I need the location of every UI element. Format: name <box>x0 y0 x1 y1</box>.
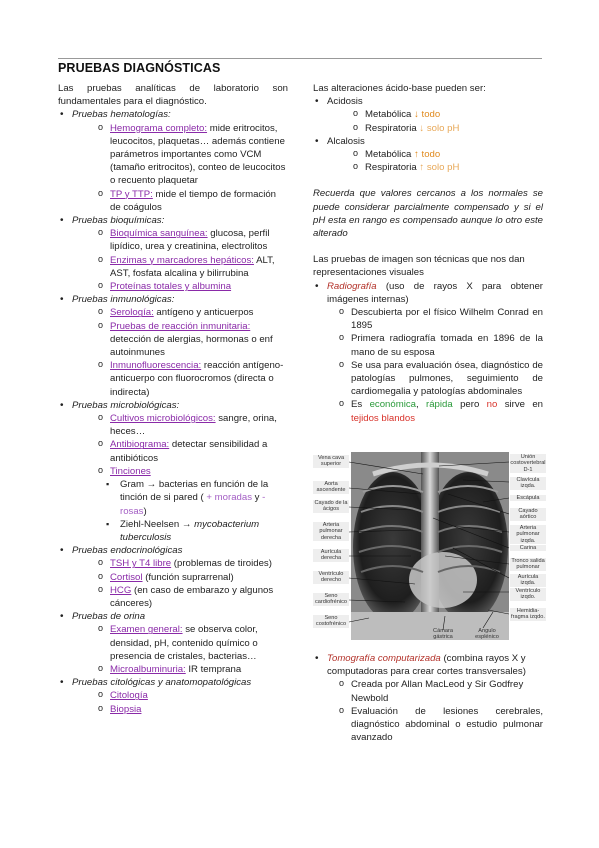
list-item <box>337 306 543 332</box>
list-item <box>96 412 288 438</box>
list-item <box>96 623 288 663</box>
item-text: (uso de rayos X para obtener imágenes internas) <box>327 280 543 305</box>
xray-label: Cayado aórtico <box>510 508 546 521</box>
item-text: Respiratoria <box>365 162 420 174</box>
list-item <box>58 610 288 676</box>
xray-label: Hemidia-fragma izqdo. <box>511 608 545 621</box>
item-text: ) <box>143 505 147 517</box>
section-heading: Pruebas inmunológicas: <box>72 294 175 306</box>
xray-label: Arteria pulmonar derecha <box>313 522 349 541</box>
item-text: ↑ solo pH <box>419 162 460 174</box>
xray-label: Seno cardiofrénico <box>314 593 348 606</box>
item-text: ALT, AST, fosfata alcalina y bilirrubina <box>110 254 275 279</box>
item-text: rápida <box>426 399 453 411</box>
list-item <box>351 108 543 121</box>
list-item <box>337 398 543 424</box>
page-title: PRUEBAS DIAGNÓSTICAS <box>58 61 221 75</box>
list-item <box>96 227 288 253</box>
link-biopsia[interactable]: Biopsia <box>110 703 142 715</box>
list-item <box>96 280 288 293</box>
item-text: Alcalosis <box>327 135 365 147</box>
chest-xray-figure <box>313 452 546 640</box>
item-text: económica <box>369 399 416 411</box>
item-text: reacción antígeno-anticuerpo con fluorocromos (directa o indirecta) <box>110 360 284 398</box>
link-reaccion-inmunitaria[interactable]: Pruebas de reacción inmunitaria: <box>110 320 251 332</box>
list-item <box>96 703 288 716</box>
list-item <box>351 161 543 174</box>
section-heading: Pruebas hematologías: <box>72 109 171 121</box>
section-heading: Pruebas citológicas y anatomopatológicas <box>72 677 252 689</box>
intro-paragraph: Las pruebas analíticas de laboratorio son fundamentales para el diagnóstico. <box>58 83 288 108</box>
link-proteinas[interactable]: Proteínas totales y albumina <box>110 281 232 293</box>
item-text: Primera radiografía tomada en 1896 de la mano de su esposa <box>351 333 543 358</box>
list-item <box>58 676 288 716</box>
link-cortisol[interactable]: Cortisol <box>110 571 143 583</box>
list-item <box>58 293 288 399</box>
list-item <box>96 465 288 478</box>
xray-label: Aurícula izqda. <box>510 574 546 587</box>
item-text: , <box>415 399 427 411</box>
list-item <box>337 359 543 399</box>
link-inmunofluorescencia[interactable]: Inmunofluorescencia: <box>110 360 202 372</box>
item-text: Creada por Allan MacLeod y Sir Godfrey Newbold <box>351 679 524 704</box>
item-text: detección de alergias, hormonas o enf autoinmunes <box>110 333 273 359</box>
list-item <box>337 678 543 704</box>
link-cultivos[interactable]: Cultivos microbiológicos: <box>110 413 216 425</box>
list-item <box>106 478 288 518</box>
item-text: pero <box>452 399 487 411</box>
list-item <box>96 663 288 676</box>
item-text: se observa color, densidad, pH, contenido químico o presencia de cristales, bacterias… <box>110 624 258 662</box>
list-item <box>313 652 543 744</box>
item-text: antígeno y anticuerpos <box>153 307 254 319</box>
item-text: Metabólica <box>365 109 415 121</box>
list-item <box>96 584 288 610</box>
list-item <box>96 571 288 584</box>
list-item <box>58 108 288 214</box>
item-text: Metabólica <box>365 149 415 161</box>
left-column <box>58 82 288 716</box>
list-item <box>96 122 288 188</box>
item-text: sangre, orina, heces… <box>110 413 277 438</box>
item-text: Ziehl-Neelsen → <box>120 518 195 530</box>
radiography-list <box>313 280 543 425</box>
list-item <box>96 306 288 319</box>
item-text: Descubierta por el físico Wilhelm Conrad en 1895 <box>351 307 543 332</box>
list-item <box>96 188 288 214</box>
item-text: (combina rayos X y computadoras para crear cortes transversales) <box>327 653 526 678</box>
item-text: mide eritrocitos, leucocitos, plaquetas… además contiene parámetros importantes como VCM (tamaño eritrocitos), conteo de leucocitos o recuento plaquetar <box>110 122 286 187</box>
item-text: mide el tiempo de formación de coágulos <box>110 188 277 213</box>
item-text: no <box>486 399 498 411</box>
xray-label: Clavícula izqda. <box>510 477 546 490</box>
item-text: Es <box>351 399 370 411</box>
item-text: - rosas <box>120 492 266 517</box>
list-item <box>58 544 288 610</box>
link-hcg[interactable]: HCG <box>110 584 132 596</box>
item-text: mycobacterium tuberculosis <box>120 518 260 543</box>
right-column-bottom <box>313 652 543 744</box>
item-text: y <box>252 492 263 504</box>
xray-label: Carina <box>510 545 546 551</box>
link-tinciones[interactable]: Tinciones <box>110 465 151 477</box>
item-text: Evaluación de lesiones cerebrales, diagnóstico abdominal o estudio pulmonar avanzado <box>351 705 543 744</box>
list-item <box>96 438 288 464</box>
xray-label: Seno costofrénico <box>313 615 349 628</box>
link-serologia[interactable]: Serología: <box>110 307 154 319</box>
header-rule <box>58 58 542 59</box>
section-heading: Pruebas microbiológicas: <box>72 399 180 411</box>
item-text: IR temprana <box>185 663 242 675</box>
item-text: Se usa para evaluación ósea, diagnóstico de patologías pulmones, seguimiento de cardiomegalia y patologías abdominales <box>351 359 543 398</box>
xray-label: Arteria pulmonar izqda. <box>510 525 546 544</box>
item-text: (problemas de tiroides) <box>171 558 272 570</box>
item-title: Tomografía computarizada <box>327 653 441 664</box>
link-tp-ttp[interactable]: TP y TTP: <box>110 188 153 200</box>
xray-label: Cámara gástrica <box>433 628 453 641</box>
list-item <box>313 280 543 425</box>
item-text: ↑ todo <box>414 149 441 161</box>
item-text: detectar sensibilidad a antibióticos <box>110 439 268 464</box>
list-item <box>58 399 288 544</box>
item-text: tejidos blandos <box>351 412 416 424</box>
xray-label: Angulo esplénico <box>475 628 499 641</box>
link-antibiograma[interactable]: Antibiograma: <box>110 439 170 451</box>
list-item <box>313 135 543 175</box>
lab-tests-list <box>58 108 288 715</box>
item-text: (función suprarrenal) <box>142 571 234 583</box>
imaging-intro: Las pruebas de imagen son técnicas que nos dan representaciones visuales <box>313 254 525 279</box>
section-heading: Pruebas bioquímicas: <box>72 215 165 227</box>
xray-label: Vena cava superior <box>313 455 349 468</box>
xray-label: Unión costovertebral D-1 <box>510 454 546 473</box>
item-text: + moradas <box>203 492 252 504</box>
link-tsh[interactable]: TSH y T4 libre <box>110 558 172 570</box>
list-item <box>96 689 288 702</box>
list-item <box>58 214 288 293</box>
xray-label: Ventrículo izqdo. <box>510 588 546 601</box>
list-item <box>351 122 543 135</box>
link-examen-general[interactable]: Examen general: <box>110 624 183 636</box>
link-microalbuminuria[interactable]: Microalbuminuria: <box>110 663 186 675</box>
item-text: ↓ solo pH <box>419 122 460 134</box>
item-title: Radiografía <box>327 280 377 292</box>
link-enzimas[interactable]: Enzimas y marcadores hepáticos: <box>110 254 254 266</box>
xray-label: Aurícula derecha <box>313 549 349 562</box>
acid-base-list <box>313 95 543 174</box>
recuerda-note: Recuerda que valores cercanos a los normales se puede considerar parcialmente compensado y si el pH esta en rango es compensado aunque lo otro este alterado <box>313 188 543 240</box>
list-item <box>351 148 543 161</box>
xray-label: Aorta ascendente <box>313 481 349 494</box>
item-text: glucosa, perfil lipídico, urea y creatinina, electrolitos <box>110 228 270 253</box>
item-text: sirve en <box>497 399 543 411</box>
item-text: Acidosis <box>327 96 363 108</box>
list-item <box>106 518 288 544</box>
list-item <box>96 359 288 399</box>
link-hemograma[interactable]: Hemograma completo: <box>110 122 208 134</box>
list-item <box>96 254 288 280</box>
section-heading: Pruebas endocrinológicas <box>72 545 183 557</box>
list-item <box>96 557 288 570</box>
right-column <box>313 82 543 425</box>
list-item <box>337 332 543 358</box>
acid-base-intro: Las alteraciones ácido-base pueden ser: <box>313 83 486 94</box>
xray-label: Ventrículo derecho <box>313 571 349 584</box>
item-text: ↓ todo <box>414 109 441 121</box>
tomography-list <box>313 652 543 744</box>
xray-label: Cayado de la ácigos <box>314 500 348 513</box>
link-citologia[interactable]: Citología <box>110 690 148 702</box>
list-item <box>337 705 543 745</box>
link-bioquimica[interactable]: Bioquímica sanguínea: <box>110 228 208 240</box>
item-text: Respiratoria <box>365 122 420 134</box>
item-text: Gram → bacterias en función de la tinción de si pared ( <box>120 479 269 504</box>
xray-label: Escápula <box>510 495 546 501</box>
section-heading: Pruebas de orina <box>72 611 146 623</box>
item-text: (en caso de embarazo y algunos cánceres) <box>110 584 274 609</box>
list-item <box>96 320 288 360</box>
list-item <box>313 95 543 135</box>
xray-label: Tronco salida pulmonar <box>511 558 545 571</box>
